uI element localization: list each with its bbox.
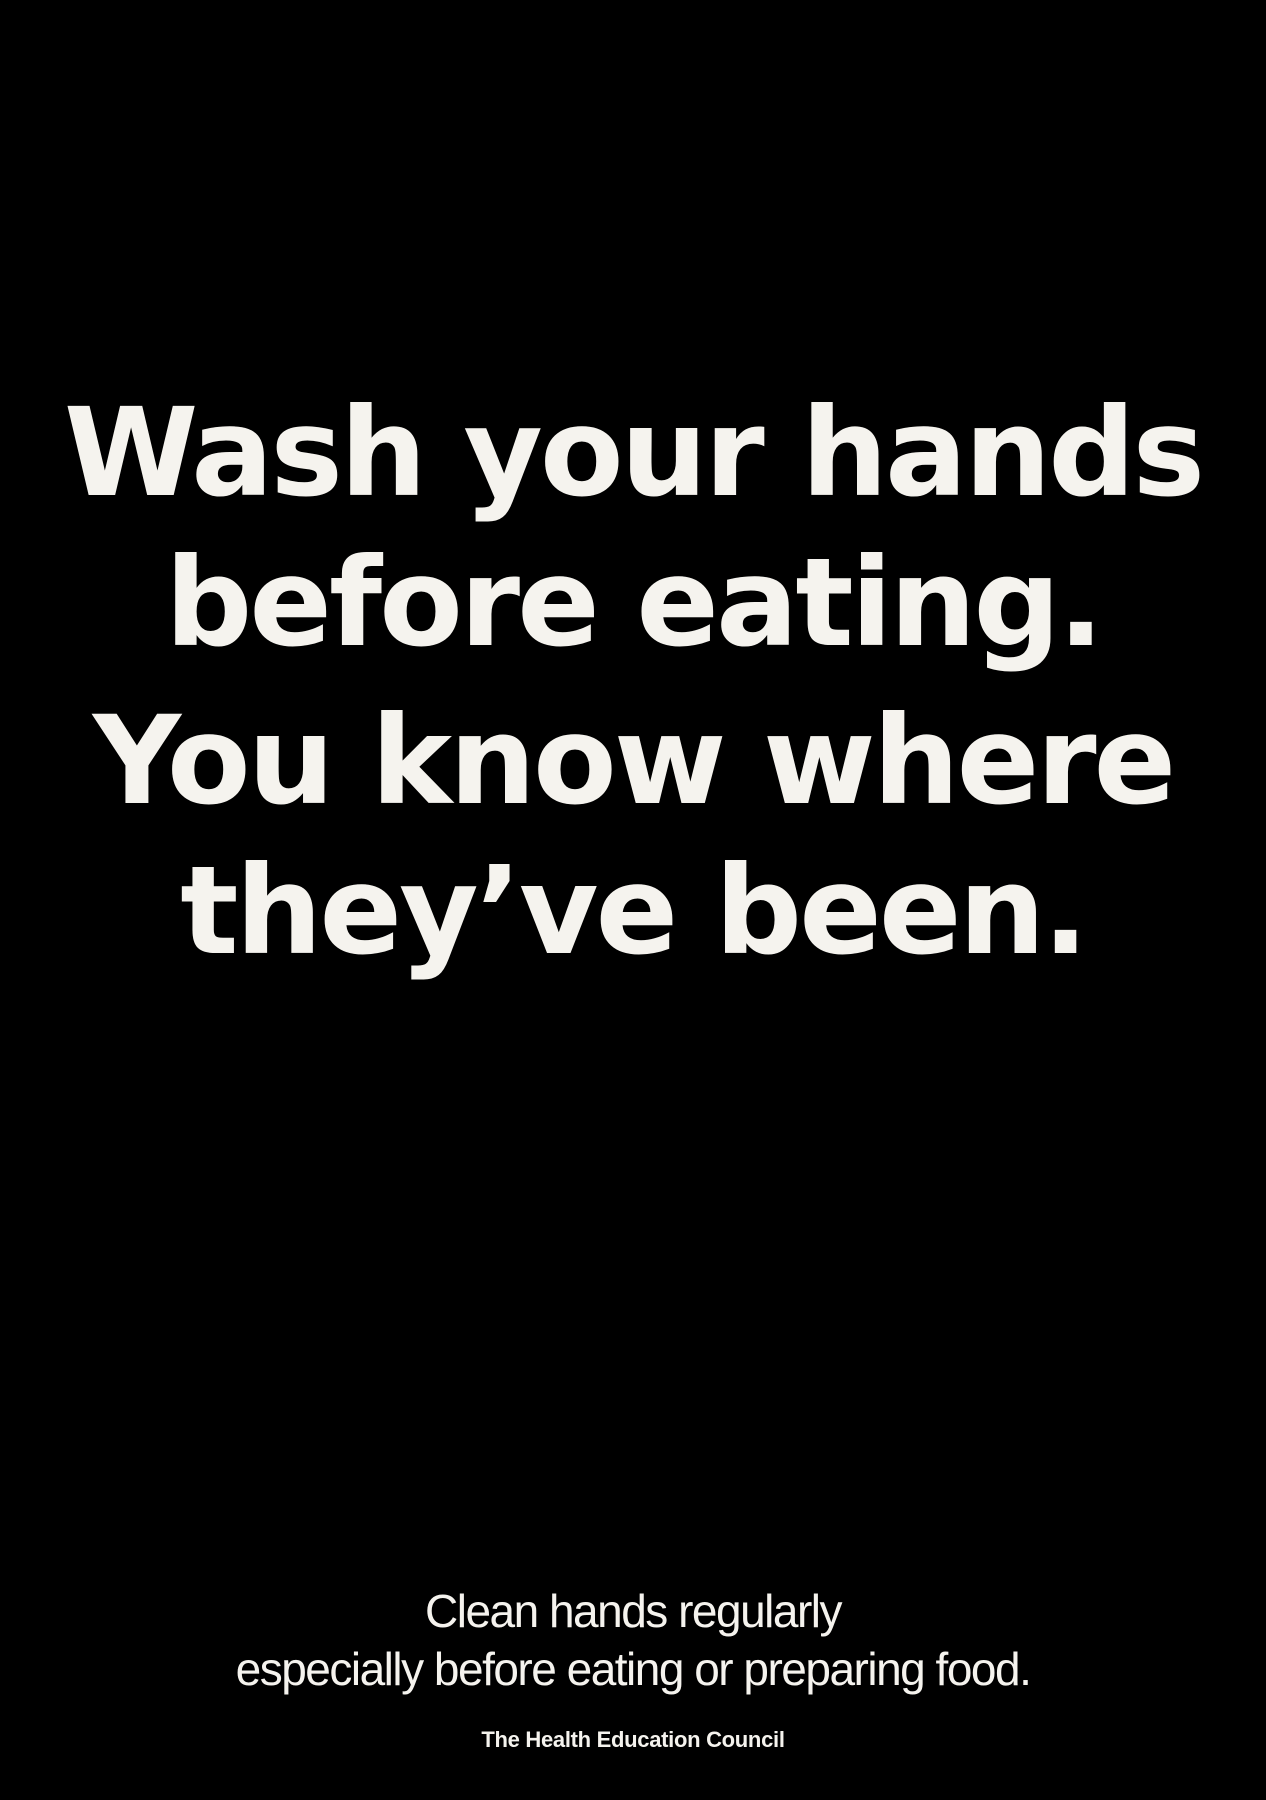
tagline-line-1: Clean hands regularly bbox=[425, 1585, 841, 1637]
tagline-line-2: especially before eating or preparing food. bbox=[235, 1643, 1031, 1695]
headline bbox=[0, 378, 1266, 986]
headline-line-3: You know where bbox=[92, 690, 1174, 832]
headline-line-2: before eating. bbox=[164, 532, 1102, 674]
headline-line-4: they’ve been. bbox=[180, 840, 1086, 982]
tagline bbox=[0, 1582, 1266, 1698]
headline-line-1: Wash your hands bbox=[63, 382, 1203, 524]
organisation-name: The Health Education Council bbox=[481, 1727, 785, 1752]
